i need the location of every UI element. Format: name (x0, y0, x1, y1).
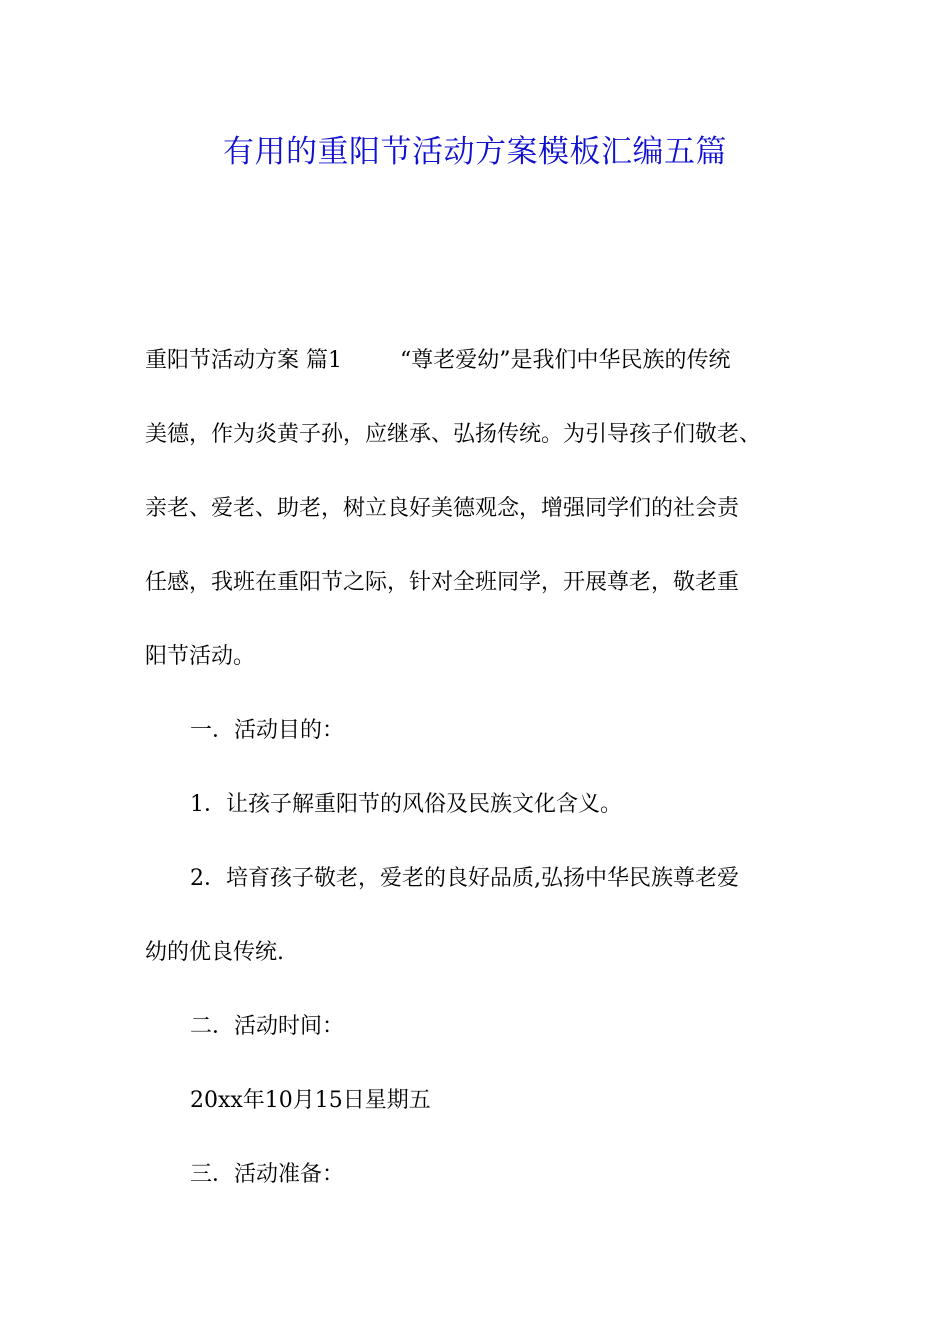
paragraph-line: 阳节活动。 (145, 644, 256, 669)
list-item: 2．培育孩子敬老，爱老的良好品质,弘扬中华民族尊老爱 (190, 866, 739, 891)
paragraph-line: 幼的优良传统. (145, 940, 284, 965)
document-title: 有用的重阳节活动方案模板汇编五篇 (223, 134, 727, 170)
paragraph-line: 亲老、爱老、助老，树立良好美德观念，增强同学们的社会责 (145, 496, 740, 521)
section-heading: 二．活动时间： (190, 1014, 345, 1039)
paragraph-line: 任感，我班在重阳节之际，针对全班同学，开展尊老，敬老重 (145, 570, 740, 595)
section-heading: 三．活动准备： (190, 1162, 345, 1187)
section-heading: 一．活动目的： (190, 718, 345, 743)
paragraph-text: “尊老爱幼”是我们中华民族的传统 (400, 348, 731, 373)
paragraph-line: 20xx年10月15日星期五 (190, 1088, 431, 1113)
section-heading: 重阳节活动方案 篇1 (145, 348, 342, 373)
document-body (145, 337, 835, 1225)
paragraph-line: 美德，作为炎黄子孙，应继承、弘扬传统。为引导孩子们敬老、 (145, 422, 762, 447)
paragraph-line (145, 337, 835, 411)
list-item: 1．让孩子解重阳节的风俗及民族文化含义。 (190, 792, 622, 817)
